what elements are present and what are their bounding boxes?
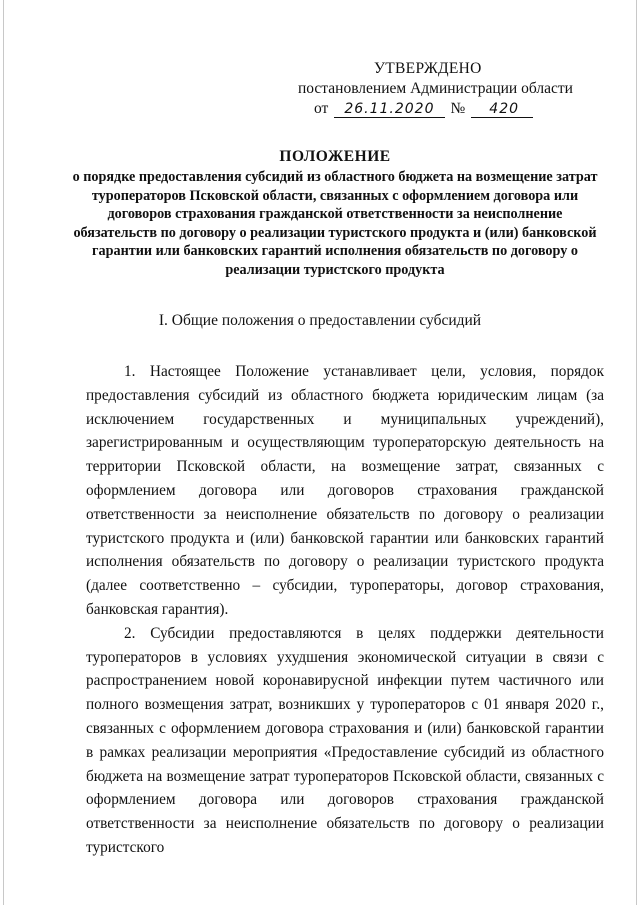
- approval-title: УТВЕРЖДЕНО: [374, 60, 482, 77]
- document-subtitle: о порядке предоставления субсидий из областного бюджета на возмещение затрат туроператоров Псковской области, связанных с оформлением договора или договоров страхования гражданской ответственности за неисполнение обязательств по договору о реализации туристского продукта и (или) банковской гарантии или банковских гарантий исполнения обязательств по договору о реализации туристского продукта: [72, 169, 598, 278]
- approval-resolution-line: постановлением Администрации области: [298, 80, 573, 97]
- paragraph-2: 2. Субсидии предоставляются в целях поддержки деятельности туроператоров в условиях ухудшения экономической ситуации в связи с распространением новой коронавирусной инфекции путем частичного или полного возмещения затрат, возникших у туроператоров с 01 января 2020 г., связанных с оформлением договора страхования и (или) банковской гарантии в рамках реализации мероприятия «Предоставление субсидий из областного бюджета на возмещение затрат туроператоров Псковской области, связанных с оформлением договора или договоров страхования гражданской ответственности за неисполнение обязательств по договору о реализации туристского: [86, 624, 604, 856]
- scan-edge-right: [636, 0, 637, 905]
- scan-edge-left: [3, 0, 4, 905]
- document-body: [86, 360, 604, 860]
- approval-date-line: [298, 100, 588, 118]
- approval-stamp-block: [298, 60, 588, 118]
- paragraph-1: 1. Настоящее Положение устанавливает цели, условия, порядок предоставления субсидий из областного бюджета юридическим лицам (за исключением государственных и муниципальных учреждений), зарегистрированным и осуществляющим туроператорскую деятельность на территории Псковской области, на возмещение затрат, связанных с оформлением договора или договоров страхования гражданской ответственности за неисполнение обязательств по договору о реализации туристского продукта и (или) банковской гарантии или банковских гарантий исполнения обязательств по договору о реализации туристского продукта (далее соответственно – субсидии, туроператоры, договор страхования, банковская гарантия).: [86, 363, 604, 618]
- document-title: ПОЛОЖЕНИЕ: [279, 148, 391, 165]
- approval-number: 420: [471, 101, 533, 118]
- document-title-block: [70, 148, 600, 279]
- approval-from-label: от: [314, 100, 329, 117]
- section-heading: I. Общие положения о предоставлении субсидий: [158, 312, 482, 329]
- approval-date: 26.11.2020: [334, 101, 444, 118]
- approval-number-label: №: [450, 100, 466, 117]
